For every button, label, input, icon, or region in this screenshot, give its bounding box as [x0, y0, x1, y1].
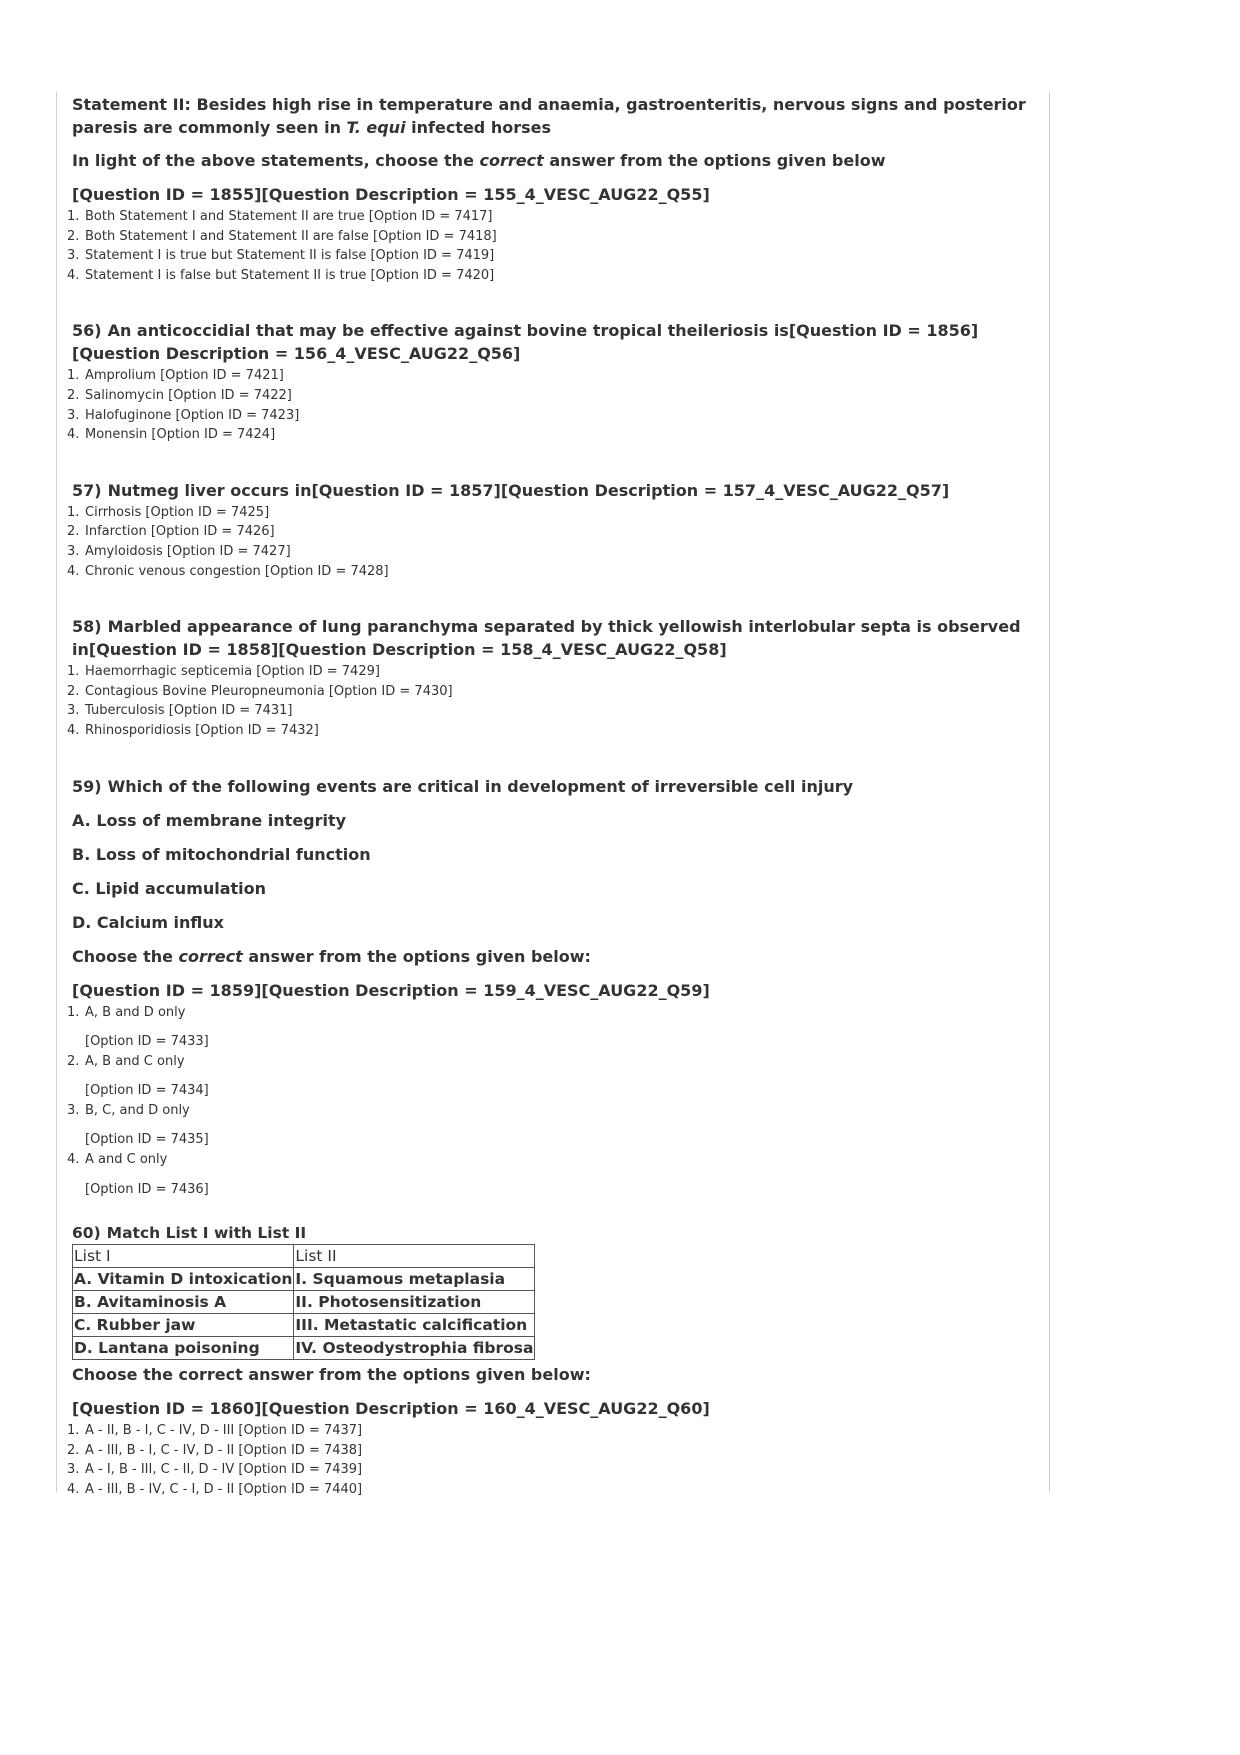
q56-option-4[interactable]: 4. Monensin [Option ID = 7424]: [67, 427, 276, 443]
q55-option-2[interactable]: 2. Both Statement I and Statement II are false [Option ID = 7418]: [67, 228, 497, 244]
q58-question: 58) Marbled appearance of lung paranchyma separated by thick yellowish interlobular septa is observed in[Question ID = 1858][Question Description = 158_4_VESC_AUG22_Q58]: [72, 617, 1021, 660]
q55-statement-2: Statement II: Besides high rise in temperature and anaemia, gastroenteritis, nervous signs and posterior paresis are commonly seen in T. equi infected horses: [72, 95, 1026, 137]
q55-options: [67, 207, 1032, 285]
q60-option-1[interactable]: 1. A - II, B - I, C - IV, D - III [Option ID = 7437]: [67, 1423, 363, 1439]
q60-question: 60) Match List I with List II: [72, 1224, 307, 1243]
table-header-list-1: List I: [73, 1245, 294, 1268]
table-row: [73, 1337, 535, 1360]
q59-instruction: Choose the correct answer from the options given below:: [72, 946, 591, 966]
table-cell: III. Metastatic calcification: [294, 1314, 535, 1337]
table-cell: A. Vitamin D intoxication: [73, 1268, 294, 1291]
question-paper: [67, 93, 1032, 1500]
table-cell: IV. Osteodystrophia fibrosa: [294, 1337, 535, 1360]
q57-option-4[interactable]: 4. Chronic venous congestion [Option ID = 7428]: [67, 563, 389, 579]
q57-option-3[interactable]: 3. Amyloidosis [Option ID = 7427]: [67, 543, 291, 559]
q59-option-2[interactable]: 2. A, B and C only [Option ID = 7434]: [67, 1053, 209, 1099]
q56-option-1[interactable]: 1. Amprolium [Option ID = 7421]: [67, 368, 284, 384]
q59-options: [67, 1003, 1032, 1200]
q60-option-2[interactable]: 2. A - III, B - I, C - IV, D - II [Option ID = 7438]: [67, 1442, 363, 1458]
q58-option-4[interactable]: 4. Rhinosporidiosis [Option ID = 7432]: [67, 722, 319, 738]
table-cell: I. Squamous metaplasia: [294, 1268, 535, 1291]
q60-options: [67, 1421, 1032, 1499]
q58-option-3[interactable]: 3. Tuberculosis [Option ID = 7431]: [67, 703, 293, 719]
q58-option-1[interactable]: 1. Haemorrhagic septicemia [Option ID = 7429]: [67, 664, 380, 680]
q59-question-id: [Question ID = 1859][Question Description = 159_4_VESC_AUG22_Q59]: [72, 980, 710, 1000]
q58-options: [67, 662, 1032, 740]
table-row: [73, 1314, 535, 1337]
table-cell: C. Rubber jaw: [73, 1314, 294, 1337]
q59-option-3[interactable]: 3. B, C, and D only [Option ID = 7435]: [67, 1102, 209, 1148]
q55-option-3[interactable]: 3. Statement I is true but Statement II is false [Option ID = 7419]: [67, 248, 495, 264]
table-row: [73, 1291, 535, 1314]
q60-instruction: Choose the correct answer from the options given below:: [72, 1365, 591, 1385]
table-header-list-2: List II: [294, 1245, 535, 1268]
q55-question-id: [Question ID = 1855][Question Description = 155_4_VESC_AUG22_Q55]: [72, 185, 710, 204]
table-cell: B. Avitaminosis A: [73, 1291, 294, 1314]
q55-option-1[interactable]: 1. Both Statement I and Statement II are true [Option ID = 7417]: [67, 209, 493, 224]
q59-item-c: C. Lipid accumulation: [72, 878, 267, 898]
q59-item-a: A. Loss of membrane integrity: [72, 810, 347, 830]
table-cell: D. Lantana poisoning: [73, 1337, 294, 1360]
q56-options: [67, 366, 1032, 444]
table-row: [73, 1268, 535, 1291]
q58-option-2[interactable]: 2. Contagious Bovine Pleuropneumonia [Option ID = 7430]: [67, 683, 453, 699]
q59-item-d: D. Calcium influx: [72, 912, 224, 932]
table-cell: II. Photosensitization: [294, 1291, 535, 1314]
q59-option-1[interactable]: 1. A, B and D only [Option ID = 7433]: [67, 1004, 209, 1050]
left-margin-rule: [56, 92, 57, 1492]
q60-option-4[interactable]: 4. A - III, B - IV, C - I, D - II [Option ID = 7440]: [67, 1482, 363, 1498]
q59-question: 59) Which of the following events are critical in development of irreversible cell injury: [72, 776, 854, 796]
q59-option-4[interactable]: 4. A and C only [Option ID = 7436]: [67, 1152, 209, 1197]
q60-match-table: [72, 1244, 535, 1360]
q59-item-b: B. Loss of mitochondrial function: [72, 844, 371, 864]
q56-option-3[interactable]: 3. Halofuginone [Option ID = 7423]: [67, 407, 300, 423]
q55-option-4[interactable]: 4. Statement I is false but Statement II is true [Option ID = 7420]: [67, 267, 495, 283]
q57-options: [67, 503, 1032, 581]
q56-option-2[interactable]: 2. Salinomycin [Option ID = 7422]: [67, 387, 292, 403]
q57-question: 57) Nutmeg liver occurs in[Question ID = 1857][Question Description = 157_4_VESC_AUG22_Q57]: [72, 480, 950, 500]
q56-question: 56) An anticoccidial that may be effective against bovine tropical theileriosis is[Question ID = 1856][Question Description = 156_4_VESC_AUG22_Q56]: [72, 321, 979, 364]
q60-question-id: [Question ID = 1860][Question Description = 160_4_VESC_AUG22_Q60]: [72, 1399, 710, 1419]
right-margin-rule: [1049, 92, 1050, 1492]
q57-option-2[interactable]: 2. Infarction [Option ID = 7426]: [67, 524, 275, 540]
q55-instruction: In light of the above statements, choose the correct answer from the options given below: [72, 151, 886, 170]
q57-option-1[interactable]: 1. Cirrhosis [Option ID = 7425]: [67, 504, 270, 520]
q60-option-3[interactable]: 3. A - I, B - III, C - II, D - IV [Option ID = 7439]: [67, 1462, 363, 1478]
table-header-row: [73, 1245, 535, 1268]
